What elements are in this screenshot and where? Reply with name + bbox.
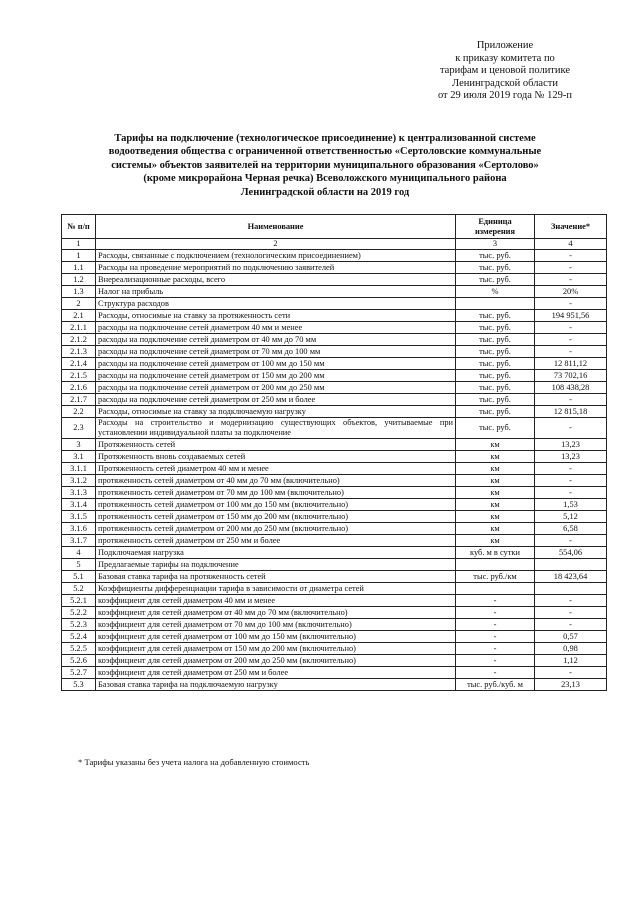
row-value: -	[535, 607, 607, 619]
row-name: расходы на подключение сетей диаметром от 250 мм и более	[96, 394, 456, 406]
row-name: Протяженность вновь создаваемых сетей	[96, 451, 456, 463]
table-row	[62, 346, 607, 358]
row-value	[535, 559, 607, 571]
row-name: Расходы на строительство и модернизацию существующих объектов, учитываемые при установлении индивидуальной платы за подключение	[96, 418, 456, 439]
title-line: Тарифы на подключение (технологическое присоединение) к централизованной системе	[114, 133, 536, 144]
row-value: 1,12	[535, 655, 607, 667]
row-number: 3.1.5	[62, 511, 96, 523]
column-index-row	[62, 239, 607, 250]
row-name: расходы на подключение сетей диаметром от 100 мм до 150 мм	[96, 358, 456, 370]
row-unit: -	[456, 655, 535, 667]
table-row	[62, 679, 607, 691]
row-value: 6,58	[535, 523, 607, 535]
row-number: 2.3	[62, 418, 96, 439]
row-name: коэффициент для сетей диаметром от 150 мм до 200 мм (включительно)	[96, 643, 456, 655]
row-name: расходы на подключение сетей диаметром от 150 мм до 200 мм	[96, 370, 456, 382]
row-number: 2.1	[62, 310, 96, 322]
row-number: 3.1	[62, 451, 96, 463]
table-row	[62, 298, 607, 310]
table-row	[62, 547, 607, 559]
row-value	[535, 583, 607, 595]
row-value: 554,06	[535, 547, 607, 559]
row-unit: тыс. руб.	[456, 250, 535, 262]
row-number: 2.2	[62, 406, 96, 418]
row-value: 0,98	[535, 643, 607, 655]
row-unit: %	[456, 286, 535, 298]
row-unit: км	[456, 511, 535, 523]
row-name: Базовая ставка тарифа на подключаемую нагрузку	[96, 679, 456, 691]
column-index: 3	[456, 239, 535, 250]
row-number: 3.1.2	[62, 475, 96, 487]
row-value: 12 815,18	[535, 406, 607, 418]
row-number: 1.1	[62, 262, 96, 274]
table-row	[62, 643, 607, 655]
row-unit: тыс. руб.	[456, 334, 535, 346]
row-unit: тыс. руб.	[456, 370, 535, 382]
table-row	[62, 475, 607, 487]
row-value: 1,53	[535, 499, 607, 511]
row-unit: км	[456, 475, 535, 487]
row-number: 3.1.6	[62, 523, 96, 535]
row-number: 2.1.7	[62, 394, 96, 406]
row-name: Расходы, связанные с подключением (технологическим присоединением)	[96, 250, 456, 262]
row-value: 73 702,16	[535, 370, 607, 382]
row-unit: тыс. руб.	[456, 262, 535, 274]
table-row	[62, 487, 607, 499]
row-number: 2.1.3	[62, 346, 96, 358]
row-unit: тыс. руб.	[456, 358, 535, 370]
row-unit: тыс. руб.	[456, 346, 535, 358]
row-value: -	[535, 667, 607, 679]
row-value: -	[535, 619, 607, 631]
table-row	[62, 286, 607, 298]
table-row	[62, 370, 607, 382]
row-unit: км	[456, 439, 535, 451]
table-row	[62, 523, 607, 535]
document-title	[60, 132, 590, 199]
row-value: -	[535, 334, 607, 346]
row-number: 2.1.2	[62, 334, 96, 346]
row-name: Протяженность сетей	[96, 439, 456, 451]
table-row	[62, 334, 607, 346]
row-number: 2.1.4	[62, 358, 96, 370]
table-header-row	[62, 215, 607, 239]
row-unit: -	[456, 595, 535, 607]
row-number: 3	[62, 439, 96, 451]
header-num: № п/п	[62, 215, 96, 239]
row-value: -	[535, 322, 607, 334]
row-value: 0,57	[535, 631, 607, 643]
column-index: 2	[96, 239, 456, 250]
row-number: 5.2.5	[62, 643, 96, 655]
row-number: 3.1.7	[62, 535, 96, 547]
row-number: 5.3	[62, 679, 96, 691]
header-name: Наименование	[96, 215, 456, 239]
row-name: коэффициент для сетей диаметром от 70 мм до 100 мм (включительно)	[96, 619, 456, 631]
row-unit: км	[456, 523, 535, 535]
row-name: протяженность сетей диаметром от 100 мм до 150 мм (включительно)	[96, 499, 456, 511]
row-value: -	[535, 262, 607, 274]
row-unit	[456, 583, 535, 595]
row-value: -	[535, 487, 607, 499]
title-line: Ленинградской области на 2019 год	[240, 186, 410, 198]
row-unit: куб. м в сутки	[456, 547, 535, 559]
table-row	[62, 559, 607, 571]
row-unit: тыс. руб./куб. м	[456, 679, 535, 691]
row-name: коэффициент для сетей диаметром от 100 мм до 150 мм (включительно)	[96, 631, 456, 643]
row-value: 108 438,28	[535, 382, 607, 394]
row-name: расходы на подключение сетей диаметром от 40 мм до 70 мм	[96, 334, 456, 346]
row-unit: -	[456, 643, 535, 655]
appendix-block	[400, 40, 610, 103]
row-unit: км	[456, 499, 535, 511]
table-row	[62, 667, 607, 679]
row-value: -	[535, 394, 607, 406]
column-index: 1	[62, 239, 96, 250]
row-value: 18 423,64	[535, 571, 607, 583]
row-unit: тыс. руб.	[456, 382, 535, 394]
table-row	[62, 583, 607, 595]
row-unit: тыс. руб.	[456, 322, 535, 334]
row-value: 12 811,12	[535, 358, 607, 370]
title-line: (кроме микрорайона Черная речка) Всеволожского муниципального района	[143, 173, 507, 185]
row-number: 5.1	[62, 571, 96, 583]
table-row	[62, 439, 607, 451]
row-number: 1.2	[62, 274, 96, 286]
row-unit	[456, 298, 535, 310]
table-row	[62, 418, 607, 439]
table-row	[62, 595, 607, 607]
table-row	[62, 406, 607, 418]
row-number: 1	[62, 250, 96, 262]
row-value: -	[535, 475, 607, 487]
row-value: -	[535, 250, 607, 262]
footnote: * Тарифы указаны без учета налога на добавленную стоимость	[78, 757, 310, 767]
appendix-line: Ленинградской области	[452, 77, 558, 89]
row-unit: тыс. руб.	[456, 394, 535, 406]
row-number: 5.2.3	[62, 619, 96, 631]
table-row	[62, 463, 607, 475]
row-number: 2.1.1	[62, 322, 96, 334]
row-unit: км	[456, 487, 535, 499]
row-name: протяженность сетей диаметром от 150 мм до 200 мм (включительно)	[96, 511, 456, 523]
row-value: -	[535, 418, 607, 439]
table-row	[62, 535, 607, 547]
table-row	[62, 511, 607, 523]
row-number: 2.1.6	[62, 382, 96, 394]
appendix-line: Приложение	[476, 40, 534, 51]
row-unit: км	[456, 463, 535, 475]
row-name: Расходы, относимые на ставку за подключаемую нагрузку	[96, 406, 456, 418]
title-line: системы» объектов заявителей на территории муниципального образования «Сертолово»	[111, 159, 539, 171]
appendix-line: тарифам и ценовой политике	[439, 65, 571, 77]
row-unit: -	[456, 631, 535, 643]
table-row	[62, 631, 607, 643]
row-name: Структура расходов	[96, 298, 456, 310]
row-value: -	[535, 298, 607, 310]
tariff-table	[61, 214, 607, 691]
row-unit	[456, 559, 535, 571]
row-name: Налог на прибыль	[96, 286, 456, 298]
row-number: 5.2.1	[62, 595, 96, 607]
row-number: 3.1.1	[62, 463, 96, 475]
table-row	[62, 310, 607, 322]
row-number: 2	[62, 298, 96, 310]
title-line: водоотведения общества с ограниченной ответственностью «Сертоловские коммунальные	[108, 146, 542, 158]
row-unit: тыс. руб.	[456, 274, 535, 286]
row-name: Коэффициенты дифференциации тарифа в зависимости от диаметра сетей	[96, 583, 456, 595]
row-name: Базовая ставка тарифа на протяженность сетей	[96, 571, 456, 583]
header-value: Значение*	[535, 215, 607, 239]
row-number: 5.2	[62, 583, 96, 595]
row-number: 2.1.5	[62, 370, 96, 382]
row-unit: -	[456, 667, 535, 679]
appendix-line: от 29 июля 2019 года № 129-п	[437, 90, 573, 102]
row-unit: тыс. руб./км	[456, 571, 535, 583]
row-number: 5.2.4	[62, 631, 96, 643]
table-row	[62, 571, 607, 583]
row-name: коэффициент для сетей диаметром от 200 мм до 250 мм (включительно)	[96, 655, 456, 667]
row-value: 194 951,56	[535, 310, 607, 322]
row-name: коэффициент для сетей диаметром от 40 мм до 70 мм (включительно)	[96, 607, 456, 619]
table-row	[62, 655, 607, 667]
row-name: Протяженность сетей диаметром 40 мм и менее	[96, 463, 456, 475]
appendix-line: к приказу комитета по	[455, 52, 555, 64]
table-row	[62, 274, 607, 286]
row-name: протяженность сетей диаметром от 250 мм и более	[96, 535, 456, 547]
row-unit: тыс. руб.	[456, 310, 535, 322]
row-value: -	[535, 595, 607, 607]
table-row	[62, 499, 607, 511]
row-number: 3.1.3	[62, 487, 96, 499]
row-name: протяженность сетей диаметром от 70 мм до 100 мм (включительно)	[96, 487, 456, 499]
row-name: Подключаемая нагрузка	[96, 547, 456, 559]
row-value: 23,13	[535, 679, 607, 691]
row-value: -	[535, 274, 607, 286]
row-unit: тыс. руб.	[456, 418, 535, 439]
table-row	[62, 250, 607, 262]
table-row	[62, 382, 607, 394]
row-number: 3.1.4	[62, 499, 96, 511]
row-value: -	[535, 535, 607, 547]
row-name: расходы на подключение сетей диаметром от 70 мм до 100 мм	[96, 346, 456, 358]
row-value: -	[535, 463, 607, 475]
row-name: протяженность сетей диаметром от 200 мм до 250 мм (включительно)	[96, 523, 456, 535]
row-number: 5.2.2	[62, 607, 96, 619]
table-row	[62, 358, 607, 370]
row-value: 20%	[535, 286, 607, 298]
table-row	[62, 607, 607, 619]
row-unit: -	[456, 607, 535, 619]
row-value: 13,23	[535, 439, 607, 451]
row-name: Расходы, относимые на ставку за протяженность сети	[96, 310, 456, 322]
table-row	[62, 619, 607, 631]
row-number: 5.2.7	[62, 667, 96, 679]
row-unit: км	[456, 451, 535, 463]
row-value: 13,23	[535, 451, 607, 463]
row-number: 5.2.6	[62, 655, 96, 667]
row-name: Предлагаемые тарифы на подключение	[96, 559, 456, 571]
row-name: протяженность сетей диаметром от 40 мм до 70 мм (включительно)	[96, 475, 456, 487]
header-unit: Единица измерения	[456, 215, 535, 239]
row-name: расходы на подключение сетей диаметром от 200 мм до 250 мм	[96, 382, 456, 394]
row-number: 5	[62, 559, 96, 571]
row-number: 4	[62, 547, 96, 559]
row-name: расходы на подключение сетей диаметром 40 мм и менее	[96, 322, 456, 334]
table-row	[62, 394, 607, 406]
row-value: 5,12	[535, 511, 607, 523]
row-name: Внереализационные расходы, всего	[96, 274, 456, 286]
row-name: коэффициент для сетей диаметром 40 мм и менее	[96, 595, 456, 607]
row-unit: тыс. руб.	[456, 406, 535, 418]
table-row	[62, 322, 607, 334]
row-value: -	[535, 346, 607, 358]
row-unit: км	[456, 535, 535, 547]
row-name: коэффициент для сетей диаметром от 250 мм и более	[96, 667, 456, 679]
column-index: 4	[535, 239, 607, 250]
row-unit: -	[456, 619, 535, 631]
table-row	[62, 451, 607, 463]
table-row	[62, 262, 607, 274]
row-number: 1.3	[62, 286, 96, 298]
row-name: Расходы на проведение мероприятий по подключению заявителей	[96, 262, 456, 274]
